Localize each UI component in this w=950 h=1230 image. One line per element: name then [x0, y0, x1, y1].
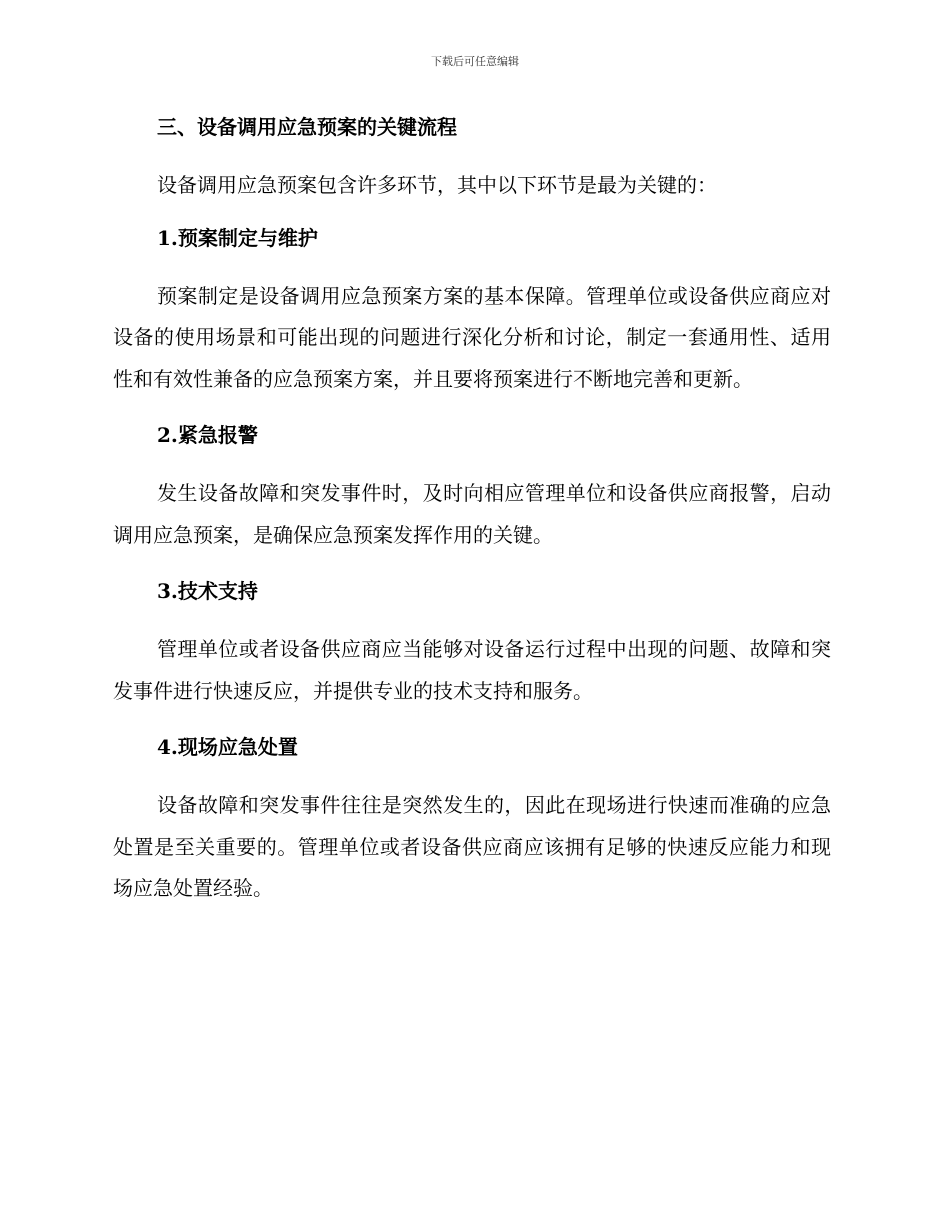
item-body-4: 设备故障和突发事件往往是突然发生的，因此在现场进行快速而准确的应急处置是至关重要的。管理单位或者设备供应商应该拥有足够的快速反应能力和现场应急处置经验。 [113, 793, 831, 900]
item-heading-4: 4.现场应急处置 [157, 735, 298, 759]
section-heading: 三、设备调用应急预案的关键流程 [157, 115, 457, 139]
intro-paragraph: 设备调用应急预案包含许多环节，其中以下环节是最为关键的： [157, 173, 717, 197]
item-heading-1: 1.预案制定与维护 [157, 225, 318, 250]
item-body-2: 发生设备故障和突发事件时，及时向相应管理单位和设备供应商报警，启动调用应急预案，是确保应急预案发挥作用的关键。 [113, 481, 831, 547]
item-body-3: 管理单位或者设备供应商应当能够对设备运行过程中出现的问题、故障和突发事件进行快速反应，并提供专业的技术支持和服务。 [113, 637, 831, 703]
header-note: 下载后可任意编辑 [431, 55, 519, 68]
item-heading-2: 2.紧急报警 [157, 423, 258, 447]
document-body [113, 110, 831, 910]
item-heading-3: 3.技术支持 [157, 579, 258, 603]
item-body-1: 预案制定是设备调用应急预案方案的基本保障。管理单位或设备供应商应对设备的使用场景和可能出现的问题进行深化分析和讨论，制定一套通用性、适用性和有效性兼备的应急预案方案，并且要将预案进行不断地完善和更新。 [113, 283, 831, 391]
